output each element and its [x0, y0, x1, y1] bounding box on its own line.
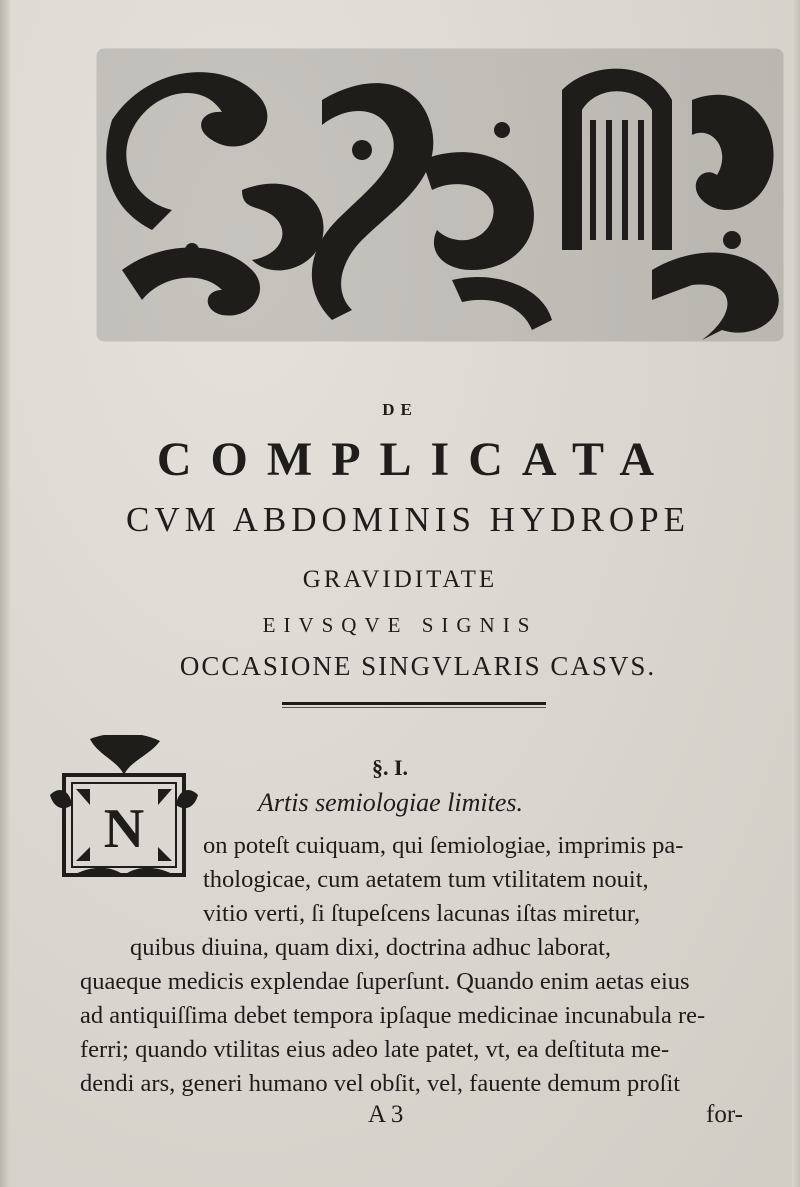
body-line-3: vitio verti, ſi ſtupeſcens lacunas iſtas miretur, [203, 900, 641, 927]
body-line-6: ad antiquiſſima debet tempora ipſaque medicinae incunabula re- [80, 1002, 706, 1029]
section-divider [282, 702, 546, 705]
initial-letter: N [103, 798, 145, 860]
title-complicata: COMPLICATA [156, 433, 674, 486]
title-eivsqve-signis: EIVSQVE SIGNIS [262, 613, 538, 637]
section-number: §. I. [372, 755, 409, 780]
catchword: for- [706, 1101, 743, 1128]
signature-mark: A 3 [368, 1101, 404, 1128]
section-title: Artis semiologiae limites. [258, 788, 524, 817]
body-line-2: thologicae, cum aetatem tum vtilitatem nouit, [203, 866, 649, 893]
body-line-7: ferri; quando vtilitas eius adeo late patet, vt, ea deſtituta me- [80, 1036, 670, 1063]
title-de: DE [382, 400, 418, 419]
decorated-initial-n-icon [50, 735, 198, 883]
title-cvm-abdominis-hydrope: CVM ABDOMINIS HYDROPE [126, 500, 690, 539]
body-line-1: on poteſt cuiquam, qui ſemiologiae, imprimis pa- [203, 832, 684, 859]
headpiece-ornament-icon [92, 40, 788, 360]
body-line-4: quibus diuina, quam dixi, doctrina adhuc laborat, [130, 934, 612, 961]
title-occasione: OCCASIONE SINGVLARIS CASVS. [179, 651, 657, 681]
body-line-8: dendi ars, generi humano vel obſit, vel, fauente demum proſit [80, 1070, 681, 1097]
body-line-5: quaeque medicis explendae ſuperſunt. Quando enim aetas eius [80, 968, 690, 995]
title-graviditate: GRAVIDITATE [302, 566, 498, 593]
section-divider-thin [282, 707, 546, 708]
